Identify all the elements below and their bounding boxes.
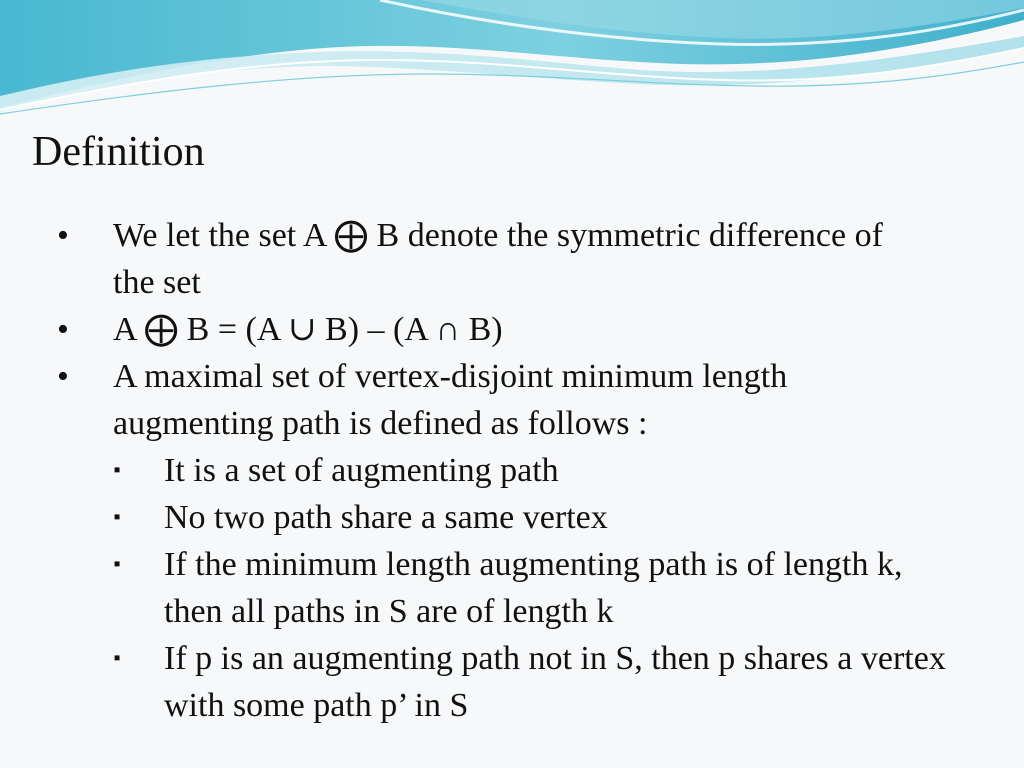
square-bullet-icon: ▪	[113, 553, 121, 575]
bullet-text: A maximal set of vertex-disjoint minimum length augmenting path is defined as follows :	[113, 358, 788, 442]
bullet-item	[0, 306, 1024, 353]
sub-bullet-text: If the minimum length augmenting path is of length k, then all paths in S are of length k	[164, 546, 903, 630]
bullet-item	[0, 212, 1024, 306]
bullet-marker: •	[57, 358, 69, 395]
square-bullet-icon: ▪	[113, 647, 121, 669]
bullet-marker: •	[57, 311, 69, 348]
bullet-marker: •	[57, 217, 69, 254]
slide-title: Definition	[32, 129, 205, 175]
sub-bullet-text: If p is an augmenting path not in S, then p shares a vertex with some path p’ in S	[164, 640, 946, 724]
sub-bullet-text: It is a set of augmenting path	[164, 452, 559, 489]
sub-bullet-item	[0, 447, 1024, 494]
bullet-text: We let the set A ⨁ B denote the symmetric difference of the set	[113, 217, 883, 301]
bullet-item	[0, 353, 1024, 447]
sub-bullet-item	[0, 494, 1024, 541]
header-wave-decoration	[0, 0, 1024, 130]
sub-bullet-item	[0, 541, 1024, 635]
sub-bullet-item	[0, 635, 1024, 729]
square-bullet-icon: ▪	[113, 459, 121, 481]
bullet-text: A ⨁ B = (A ∪ B) – (A ∩ B)	[113, 311, 503, 348]
bullet-list	[0, 212, 1024, 729]
square-bullet-icon: ▪	[113, 506, 121, 528]
sub-bullet-text: No two path share a same vertex	[164, 499, 608, 536]
